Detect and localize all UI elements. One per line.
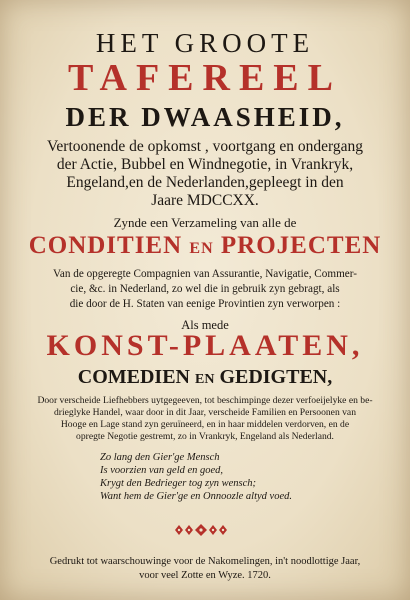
printers-ornament-icon [173, 523, 229, 537]
conditien-word: CONDITIEN [28, 232, 183, 259]
projects-line-2: cie, &c. in Nederland, zo wel die in gebruik zyn gebragt, als [70, 283, 340, 295]
projecten-word: PROJECTEN [220, 232, 382, 259]
konst-plaaten-heading: KONST-PLAATEN, [46, 329, 364, 362]
imprint-line-1: Gedrukt tot waarschouwinge voor de Nakomelingen, in't noodlottige Jaar, [49, 556, 361, 567]
title-line-1: HET GROOTE [95, 28, 315, 58]
subtitle-line-4: Jaare MDCCXX. [151, 192, 259, 209]
subtitle-line-2: der Actie, Bubbel en Windnegotie, in Vrankryk, [56, 156, 354, 173]
description-line-4: opregte Negotie gestremt, zo in Vrankryk, Engeland als Nederland. [76, 431, 334, 442]
description-line-3: Hooge en Lage stand zyn geruïneerd, en in haar middelen verdorven, en de [60, 419, 350, 430]
comedien-word: COMEDIEN [77, 366, 190, 388]
title-line-3: DER DWAASHEID, [65, 102, 345, 132]
zynde-line: Zynde een Verzameling van alle de [113, 215, 297, 230]
projects-line-1: Van de opgeregte Compagnien van Assurantie, Navigatie, Commer- [53, 268, 357, 280]
title-line-2: TAFEREEL [67, 57, 342, 99]
description-line-2: drieglyke Handel, waar door in dit Jaar, verscheide Familien en Persoonen van [54, 407, 356, 418]
description-line-1: Door verscheide Liefhebbers uytgegeeven, tot beschimpinge dezer verfoeijelyke en be- [37, 395, 373, 406]
verse-line-1: Zo lang den Gier'ge Mensch [100, 452, 220, 463]
conditien-en: EN [189, 240, 214, 257]
imprint-line-2: voor veel Zotte en Wyze. 1720. [139, 570, 271, 581]
comedien-heading [0, 366, 410, 389]
verse-line-4: Want hem de Gier'ge en Onnoozle altyd voed. [100, 491, 292, 502]
verse-line-3: Krygt den Bedrieger tog zyn wensch; [100, 478, 257, 489]
verse-line-2: Is voorzien van geld en goed, [100, 465, 224, 476]
gedigten-word: GEDIGTEN, [219, 366, 333, 388]
conditien-heading [0, 232, 410, 260]
subtitle-line-3: Engeland,en de Nederlanden,gepleegt in den [66, 174, 344, 191]
als-mede: Als mede [181, 318, 229, 332]
subtitle-line-1: Vertoonende de opkomst , voortgang en ondergang [46, 138, 364, 155]
projects-line-3: die door de H. Staten van eenige Provintien zyn verworpen : [69, 298, 341, 310]
comedien-en: EN [194, 372, 215, 387]
